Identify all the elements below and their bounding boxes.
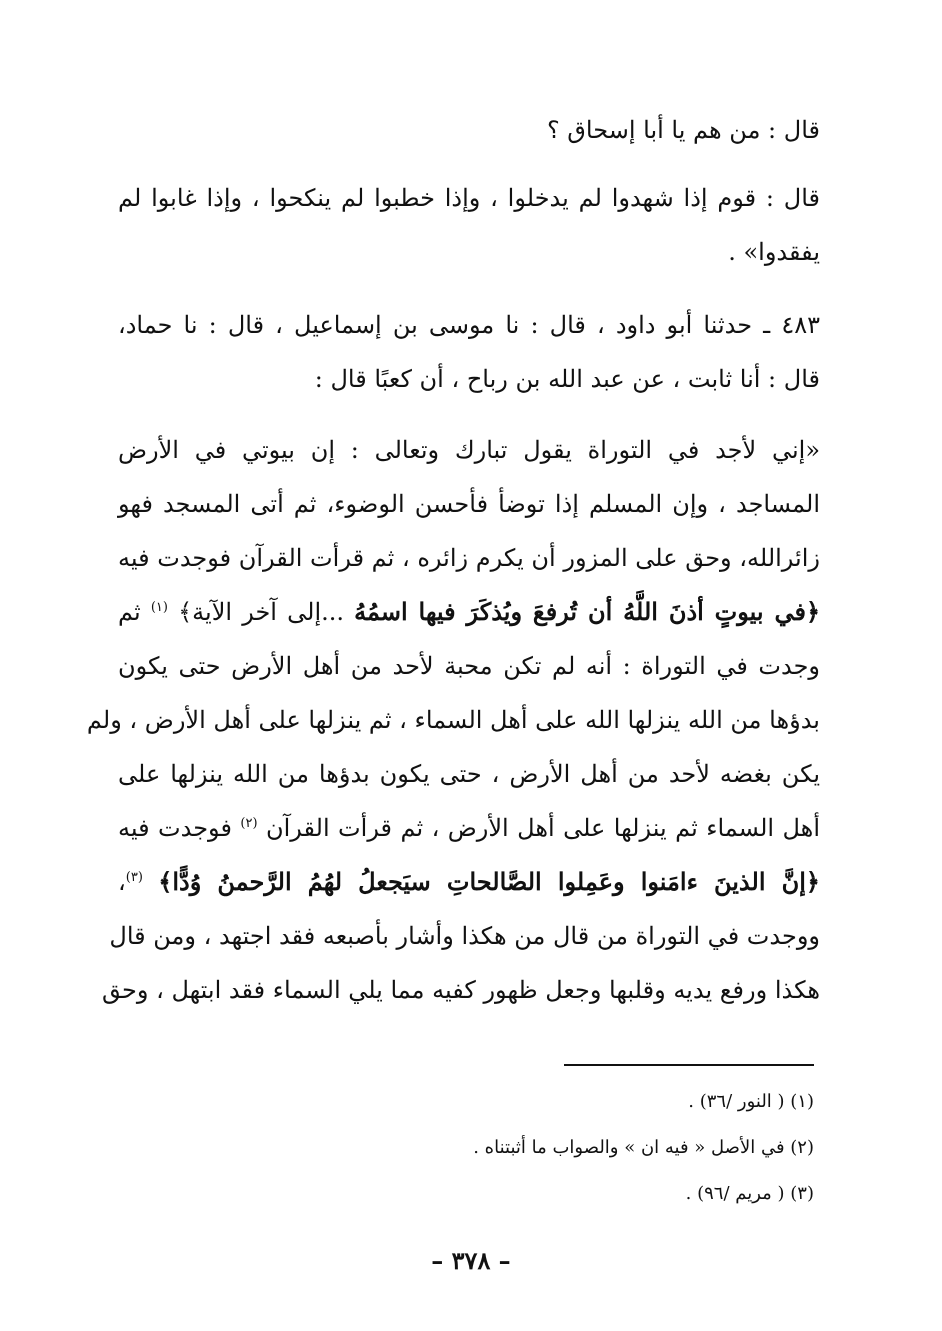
text-fragment: ثم (118, 598, 151, 626)
text-line: هكذا ورفع يديه وقلبها وجعل ظهور كفيه مما يلي السماء فقد ابتهل ، وحق (102, 976, 820, 1004)
text-line: زائرالله، وحق على المزور أن يكرم زائره ، ثم قرأت القرآن فوجدت فيه (118, 544, 820, 572)
text-line: وجدت في التوراة : أنه لم تكن محبة لأحد من أهل الأرض حتى يكون (118, 652, 820, 680)
text-line-quran-1 (118, 585, 820, 639)
hadith-body (86, 423, 821, 1017)
footnote-ref: (١) (150, 600, 168, 615)
dialogue-block (118, 103, 820, 157)
quran-verse: ﴿في بيوتٍ أذنَ اللَّهُ أن تُرفعَ ويُذكَرَ فيها اسمُهُ (354, 597, 821, 626)
text-line: «إني لأجد في التوراة يقول تبارك وتعالى : إن بيوتي في الأرض (118, 436, 820, 464)
footnote-item: (١) ( النور /٣٦) . (688, 1091, 814, 1112)
footnote-ref: (٢) (240, 816, 258, 831)
text-line-quran-2 (118, 855, 820, 909)
footnotes (214, 1079, 814, 1217)
footnote-item: (٢) في الأصل « فيه ان » والصواب ما أثبتناه . (473, 1137, 814, 1158)
page-number: – ٣٧٨ – (431, 1246, 511, 1275)
text-line: يكن بغضه لأحد من أهل الأرض ، حتى يكون بدؤها من الله ينزلها على (118, 760, 820, 788)
quran-verse: ﴿إنَّ الذينَ ءامَنوا وعَمِلوا الصَّالحاتِ سيَجعلُ لهُمُ الرَّحمنُ وُدًّا﴾ (158, 867, 820, 896)
footnote-ref: (٣) (125, 870, 143, 885)
text-line: قال : قوم إذا شهدوا لم يدخلوا ، وإذا خطبوا لم ينكحوا ، وإذا غابوا لم (118, 184, 820, 212)
footnote-separator (564, 1064, 814, 1066)
text-line: ووجدت في التوراة من قال من هكذا وأشار بأصبعه فقد اجتهد ، ومن قال (109, 922, 820, 950)
footnote-item: (٣) ( مريم /٩٦) . (685, 1183, 814, 1204)
text-fragment: فوجدت فيه (118, 814, 241, 842)
text-fragment: ، (118, 868, 126, 896)
dialogue-block-2 (118, 171, 820, 279)
text-line: ٤٨٣ ـ حدثنا أبو داود ، قال : نا موسى بن إسماعيل ، قال : نا حماد، (118, 311, 820, 339)
text-fragment: أهل السماء ثم ينزلها على أهل الأرض ، ثم قرأت القرآن (257, 814, 820, 842)
text-line: يفقدوا» . (728, 238, 820, 266)
text-line: قال : أنا ثابت ، عن عبد الله بن رباح ، أن كعبًا قال : (314, 365, 820, 393)
text-line: قال : من هم يا أبا إسحاق ؟ (546, 116, 820, 144)
text-line: المساجد ، وإن المسلم إذا توضأ فأحسن الوضوء، ثم أتى المسجد فهو (118, 490, 820, 518)
text-line-8 (118, 801, 820, 855)
hadith-isnad (118, 298, 820, 406)
verse-continuation: ...إلى آخر الآية﴾ (178, 598, 355, 626)
text-line: بدؤها من الله ينزلها الله على أهل السماء ، ثم ينزلها على أهل الأرض ، ولم (86, 706, 820, 734)
